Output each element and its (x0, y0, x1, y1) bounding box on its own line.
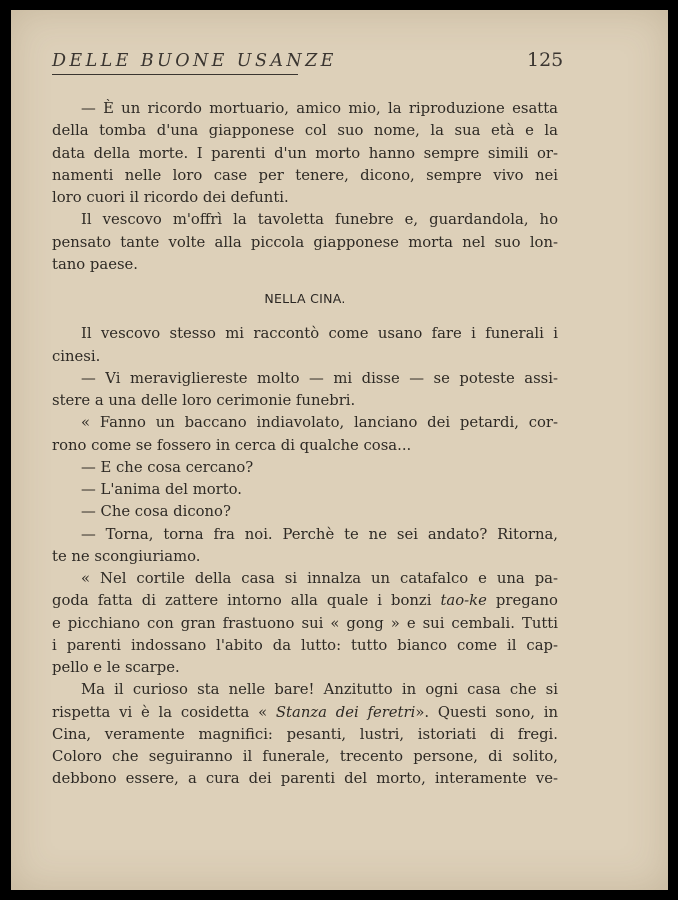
paragraph-tomb-memento (52, 98, 558, 209)
text-line: loro cuori il ricordo dei defunti. (52, 189, 289, 206)
text-line: Cina, veramente magnifici: pesanti, lustri, istoriati di fregi. (52, 725, 558, 743)
text-line: te ne scongiuriamo. (52, 547, 201, 565)
text-line: rono come se fossero in cerca di qualche cosa... (52, 436, 412, 454)
text-line (52, 590, 558, 612)
text-line: — Torna, torna fra noi. Perchè te ne sei andato? Ritorna, (81, 525, 558, 543)
text-line: pello e le scarpe. (52, 659, 180, 676)
dialogue-line: — E che cosa cercano? (81, 458, 254, 476)
text-line: Coloro che seguiranno il funerale, trecento persone, di solito, (52, 748, 558, 765)
text-line: e picchiano con gran frastuono sui « gong » e sui cembali. Tutti (52, 614, 558, 632)
text-line: — Vi meravigliereste molto — mi disse — se poteste assi- (81, 369, 558, 387)
text-line: i parenti indossano l'abito da lutto: tutto bianco come il cap- (52, 636, 558, 654)
section-heading: NELLA CINA. (264, 291, 346, 306)
text-line: — È un ricordo mortuario, amico mio, la riproduzione esatta (81, 100, 558, 117)
text-line: stere a una delle loro cerimonie funebri. (52, 392, 356, 409)
text-line: debbono essere, a cura dei parenti del morto, interamente ve- (52, 770, 558, 788)
text-line: Ma il curioso sta nelle bare! Anzitutto in ogni casa che si (81, 681, 558, 699)
book-page (11, 10, 668, 890)
paragraph-catafalque (52, 568, 558, 679)
text-line: pensato tante volte alla piccola giapponese morta nel suo lon- (52, 233, 558, 251)
text-fragment: pregano (495, 592, 558, 610)
text-line: della tomba d'una giapponese col suo nome, la sua età e la (52, 122, 558, 140)
text-fragment: ». Questi sono, in (415, 703, 558, 721)
italic-term: Stanza dei feretri (275, 703, 416, 721)
paragraph-return-plea (52, 524, 558, 569)
text-fragment: goda fatta di zattere intorno alla quale i bonzi (52, 592, 432, 610)
text-line: « Nel cortile della casa si innalza un catafalco e una pa- (81, 570, 558, 587)
text-line: « Fanno un baccano indiavolato, lanciano dei petardi, cor- (81, 414, 558, 432)
running-head-title: DELLE BUONE USANZE (52, 51, 337, 71)
text-line (52, 702, 558, 724)
italic-term: tao-ke (440, 592, 487, 610)
paragraph-bishop-account (52, 323, 558, 368)
running-head-underline (52, 74, 298, 75)
paragraph-ceremony-intro (52, 368, 558, 413)
dialogue-line: — Che cosa dicono? (81, 503, 231, 521)
paragraph-noise (52, 412, 558, 457)
text-line: cinesi. (52, 347, 101, 365)
text-fragment: rispetta vi è la cosidetta « (52, 703, 268, 721)
text-line: Il vescovo m'offrì la tavoletta funebre e, guardandola, ho (81, 211, 558, 229)
text-line: namenti nelle loro case per tenere, dicono, sempre vivo nei (52, 166, 558, 184)
paragraph-coffins (52, 679, 558, 790)
text-line: data della morte. I parenti d'un morto hanno sempre simili or- (52, 144, 558, 162)
dialogue-line: — L'anima del morto. (81, 481, 243, 498)
page-body (52, 98, 558, 791)
text-line: Il vescovo stesso mi raccontò come usano fare i funerali i (81, 325, 558, 343)
page-number: 125 (527, 49, 564, 71)
text-line: tano paese. (52, 255, 139, 273)
paragraph-funeral-tablet (52, 209, 558, 276)
